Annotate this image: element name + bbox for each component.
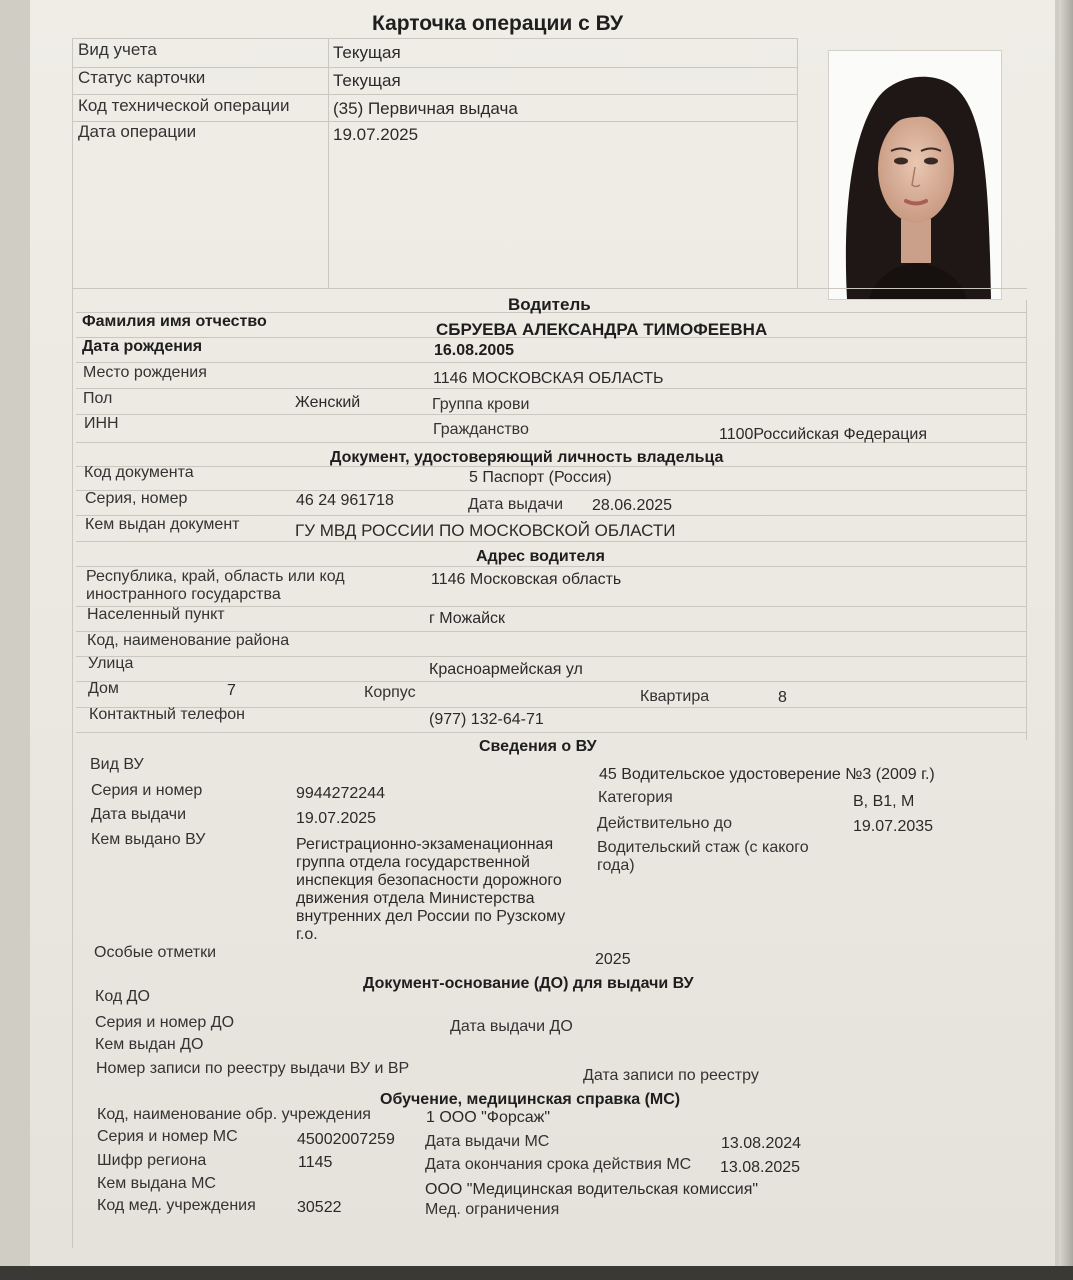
monitor-edge [1059, 0, 1073, 1280]
grid-line [76, 541, 1026, 542]
id-issued-by-value: ГУ МВД РОССИИ ПО МОСКОВСКОЙ ОБЛАСТИ [295, 521, 676, 540]
sex-label: Пол [83, 390, 113, 407]
ms-issue-date-label: Дата выдачи МС [425, 1133, 550, 1150]
region-value: 1146 Московская область [431, 571, 622, 588]
birth-place-value: 1146 МОСКОВСКАЯ ОБЛАСТЬ [433, 370, 664, 387]
inn-label: ИНН [84, 415, 119, 432]
city-label: Населенный пункт [87, 606, 225, 623]
blood-group-label: Группа крови [432, 396, 530, 413]
basis-issue-date-label: Дата выдачи ДО [450, 1018, 573, 1035]
id-series-label: Серия, номер [85, 490, 188, 507]
card-status-label: Статус карточки [78, 68, 206, 87]
ms-expiry-label: Дата окончания срока действия МС [425, 1156, 692, 1173]
experience-value: 2025 [595, 951, 631, 968]
district-label: Код, наименование района [87, 632, 290, 649]
region-label: Республика, край, область или код иностранного государства [86, 568, 345, 603]
sex-value: Женский [295, 394, 361, 411]
med-code-label: Код мед. учреждения [97, 1197, 256, 1214]
driver-section-title: Водитель [508, 295, 591, 314]
address-section-title: Адрес водителя [476, 548, 605, 565]
grid-line [72, 288, 73, 1248]
operation-code-label: Код технической операции [78, 96, 290, 115]
med-restrictions-label: Мед. ограничения [425, 1201, 560, 1218]
license-issued-by-value: Регистрационно-экзаменационная группа отдела государственной инспекция безопасности дорожного движения отдела Министерства внутренних дел России по Рузскому г.о. [296, 836, 566, 943]
ms-issued-by-value: ООО "Медицинская водительская комиссия" [425, 1181, 759, 1198]
ms-issued-by-label: Кем выдана МС [97, 1175, 216, 1192]
fio-value: СБРУЕВА АЛЕКСАНДРА ТИМОФЕЕВНА [436, 320, 768, 339]
grid-line [72, 38, 798, 39]
grid-line [76, 362, 1026, 363]
basis-series-label: Серия и номер ДО [95, 1014, 235, 1031]
valid-until-label: Действительно до [597, 815, 733, 832]
category-label: Категория [598, 789, 673, 806]
card-title: Карточка операции с ВУ [372, 12, 624, 35]
fio-label: Фамилия имя отчество [82, 313, 267, 330]
operation-code-value: (35) Первичная выдача [333, 99, 518, 118]
portrait-photo-icon [828, 50, 1002, 300]
id-issue-date-label: Дата выдачи [468, 496, 564, 513]
grid-line [797, 38, 798, 288]
grid-line [72, 288, 1027, 289]
id-document-section-title: Документ, удостоверяющий личность владельца [330, 449, 724, 466]
id-issued-by-label: Кем выдан документ [85, 516, 240, 533]
category-value: B, B1, M [853, 793, 915, 810]
city-value: г Можайск [429, 610, 506, 627]
license-issue-date-value: 19.07.2025 [296, 810, 377, 827]
ms-series-label: Серия и номер МС [97, 1128, 238, 1145]
valid-until-value: 19.07.2035 [853, 818, 934, 835]
license-series-value: 9944272244 [296, 785, 385, 802]
operation-date-label: Дата операции [78, 122, 197, 141]
birth-place-label: Место рождения [83, 364, 207, 381]
id-series-value: 46 24 961718 [296, 492, 394, 509]
grid-line [72, 38, 73, 288]
apartment-value: 8 [778, 689, 787, 706]
ms-expiry-value: 13.08.2025 [720, 1159, 801, 1176]
license-series-label: Серия и номер [91, 782, 203, 799]
grid-line [76, 732, 1026, 733]
basis-document-section-title: Документ-основание (ДО) для выдачи ВУ [363, 975, 694, 992]
ms-series-value: 45002007259 [297, 1131, 395, 1148]
operation-date-value: 19.07.2025 [333, 125, 419, 144]
basis-issued-by-label: Кем выдан ДО [95, 1036, 204, 1053]
birth-date-value: 16.08.2005 [434, 342, 515, 359]
experience-label: Водительский стаж (с какого года) [597, 839, 809, 874]
id-code-value: 5 Паспорт (Россия) [469, 469, 612, 486]
citizenship-value: 1100Российская Федерация [719, 426, 928, 443]
card-status-value: Текущая [333, 71, 401, 90]
license-issued-by-label: Кем выдано ВУ [91, 831, 206, 848]
grid-line [72, 94, 798, 95]
grid-line [328, 38, 329, 288]
ms-issue-date-value: 13.08.2024 [721, 1135, 802, 1152]
school-label: Код, наименование обр. учреждения [97, 1106, 371, 1123]
account-type-label: Вид учета [78, 40, 157, 59]
grid-line [76, 388, 1026, 389]
special-marks-label: Особые отметки [94, 944, 217, 961]
basis-code-label: Код ДО [95, 988, 150, 1005]
license-issue-date-label: Дата выдачи [91, 806, 187, 823]
medical-section-title: Обучение, медицинская справка (МС) [380, 1091, 681, 1108]
grid-line [76, 414, 1026, 415]
school-value: 1 ООО "Форсаж" [426, 1109, 551, 1126]
building-label: Корпус [364, 684, 416, 701]
grid-line [76, 566, 1026, 567]
license-type-value: 45 Водительское удостоверение №3 (2009 г.) [599, 766, 935, 783]
street-label: Улица [88, 655, 134, 672]
house-label: Дом [88, 680, 119, 697]
license-type-label: Вид ВУ [90, 756, 144, 773]
birth-date-label: Дата рождения [82, 338, 203, 355]
grid-line [76, 681, 1026, 682]
grid-line [1026, 300, 1027, 740]
registry-number-label: Номер записи по реестру выдачи ВУ и ВР [96, 1060, 410, 1077]
registry-date-label: Дата записи по реестру [583, 1067, 759, 1084]
monitor-bezel [0, 1266, 1073, 1280]
phone-label: Контактный телефон [89, 706, 245, 723]
street-value: Красноармейская ул [429, 661, 583, 678]
grid-line [76, 656, 1026, 657]
phone-value: (977) 132-64-71 [429, 711, 544, 728]
license-section-title: Сведения о ВУ [479, 738, 597, 755]
med-code-value: 30522 [297, 1199, 342, 1216]
grid-line [76, 490, 1026, 491]
id-code-label: Код документа [84, 464, 194, 481]
id-issue-date-value: 28.06.2025 [592, 497, 673, 514]
region-code-value: 1145 [298, 1154, 333, 1171]
house-value: 7 [227, 682, 236, 699]
account-type-value: Текущая [333, 43, 401, 62]
apartment-label: Квартира [640, 688, 710, 705]
citizenship-label: Гражданство [433, 421, 529, 438]
region-code-label: Шифр региона [97, 1152, 207, 1169]
